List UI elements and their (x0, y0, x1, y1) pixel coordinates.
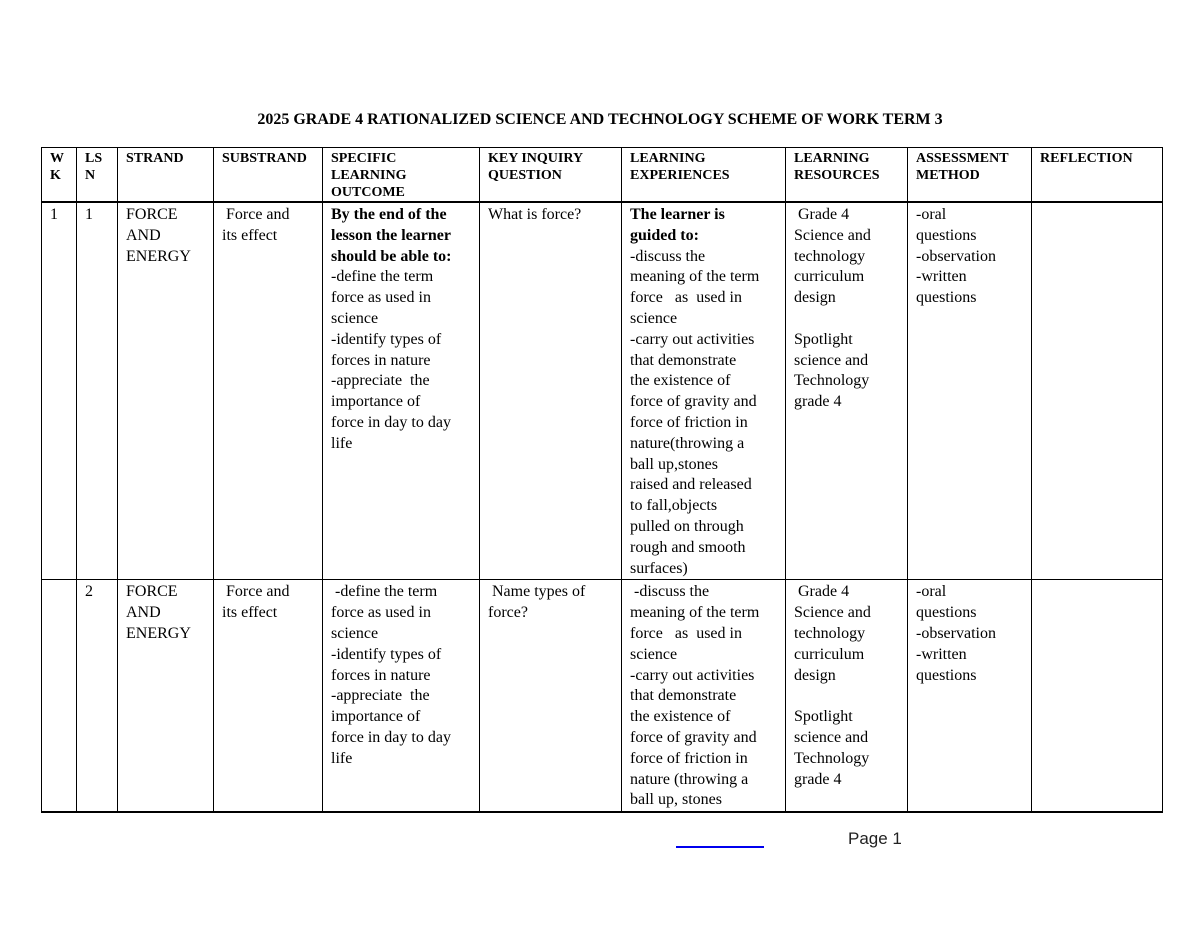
table-row (42, 580, 1163, 812)
table-header-row (42, 148, 1163, 203)
footer-link[interactable] (676, 846, 764, 848)
header-learning-experiences: LEARNING EXPERIENCES (622, 148, 786, 203)
cell-learning-experiences: -discuss the meaning of the term force as used in science -carry out activities that demonstrate the existence of force of gravity and force of friction in nature (throwing a ball up, stones (622, 580, 786, 812)
header-reflection: REFLECTION (1032, 148, 1163, 203)
cell-week (42, 580, 77, 812)
cell-key-inquiry-question: What is force? (480, 202, 622, 580)
header-key-inquiry-question: KEY INQUIRY QUESTION (480, 148, 622, 203)
header-lesson: LS N (77, 148, 118, 203)
cell-learning-resources: Grade 4 Science and technology curriculum design Spotlight science and Technology grade 4 (786, 202, 908, 580)
cell-substrand: Force and its effect (214, 580, 323, 812)
table-row (42, 202, 1163, 580)
document-title: 2025 GRADE 4 RATIONALIZED SCIENCE AND TECHNOLOGY SCHEME OF WORK TERM 3 (257, 111, 943, 128)
cell-lesson: 1 (77, 202, 118, 580)
cell-specific-learning-outcome: -define the term force as used in science -identify types of forces in nature -appreciate the importance of force in day to day life (323, 580, 480, 812)
header-substrand: SUBSTRAND (214, 148, 323, 203)
cell-assessment-method: -oral questions -observation -written questions (908, 580, 1032, 812)
cell-strand: FORCE AND ENERGY (118, 580, 214, 812)
header-learning-resources: LEARNING RESOURCES (786, 148, 908, 203)
header-week: W K (42, 148, 77, 203)
cell-reflection (1032, 202, 1163, 580)
cell-assessment-method: -oral questions -observation -written questions (908, 202, 1032, 580)
header-strand: STRAND (118, 148, 214, 203)
header-specific-learning-outcome: SPECIFIC LEARNING OUTCOME (323, 148, 480, 203)
cell-learning-experiences: The learner is guided to: -discuss the meaning of the term force as used in science -carry out activities that demonstrate the existence of force of gravity and force of friction in nature(throwing a ball up,stones raised and released to fall,objects pulled on through rough and smooth surfaces) (622, 202, 786, 580)
cell-reflection (1032, 580, 1163, 812)
cell-key-inquiry-question: Name types of force? (480, 580, 622, 812)
cell-substrand: Force and its effect (214, 202, 323, 580)
cell-learning-resources: Grade 4 Science and technology curriculum design Spotlight science and Technology grade 4 (786, 580, 908, 812)
cell-lesson: 2 (77, 580, 118, 812)
header-assessment-method: ASSESSMENT METHOD (908, 148, 1032, 203)
scheme-of-work-table (41, 147, 1163, 813)
cell-specific-learning-outcome: By the end of the lesson the learner should be able to: -define the term force as used in science -identify types of forces in nature -appreciate the importance of force in day to day life (323, 202, 480, 580)
cell-week: 1 (42, 202, 77, 580)
page-number: Page 1 (848, 829, 902, 848)
cell-strand: FORCE AND ENERGY (118, 202, 214, 580)
